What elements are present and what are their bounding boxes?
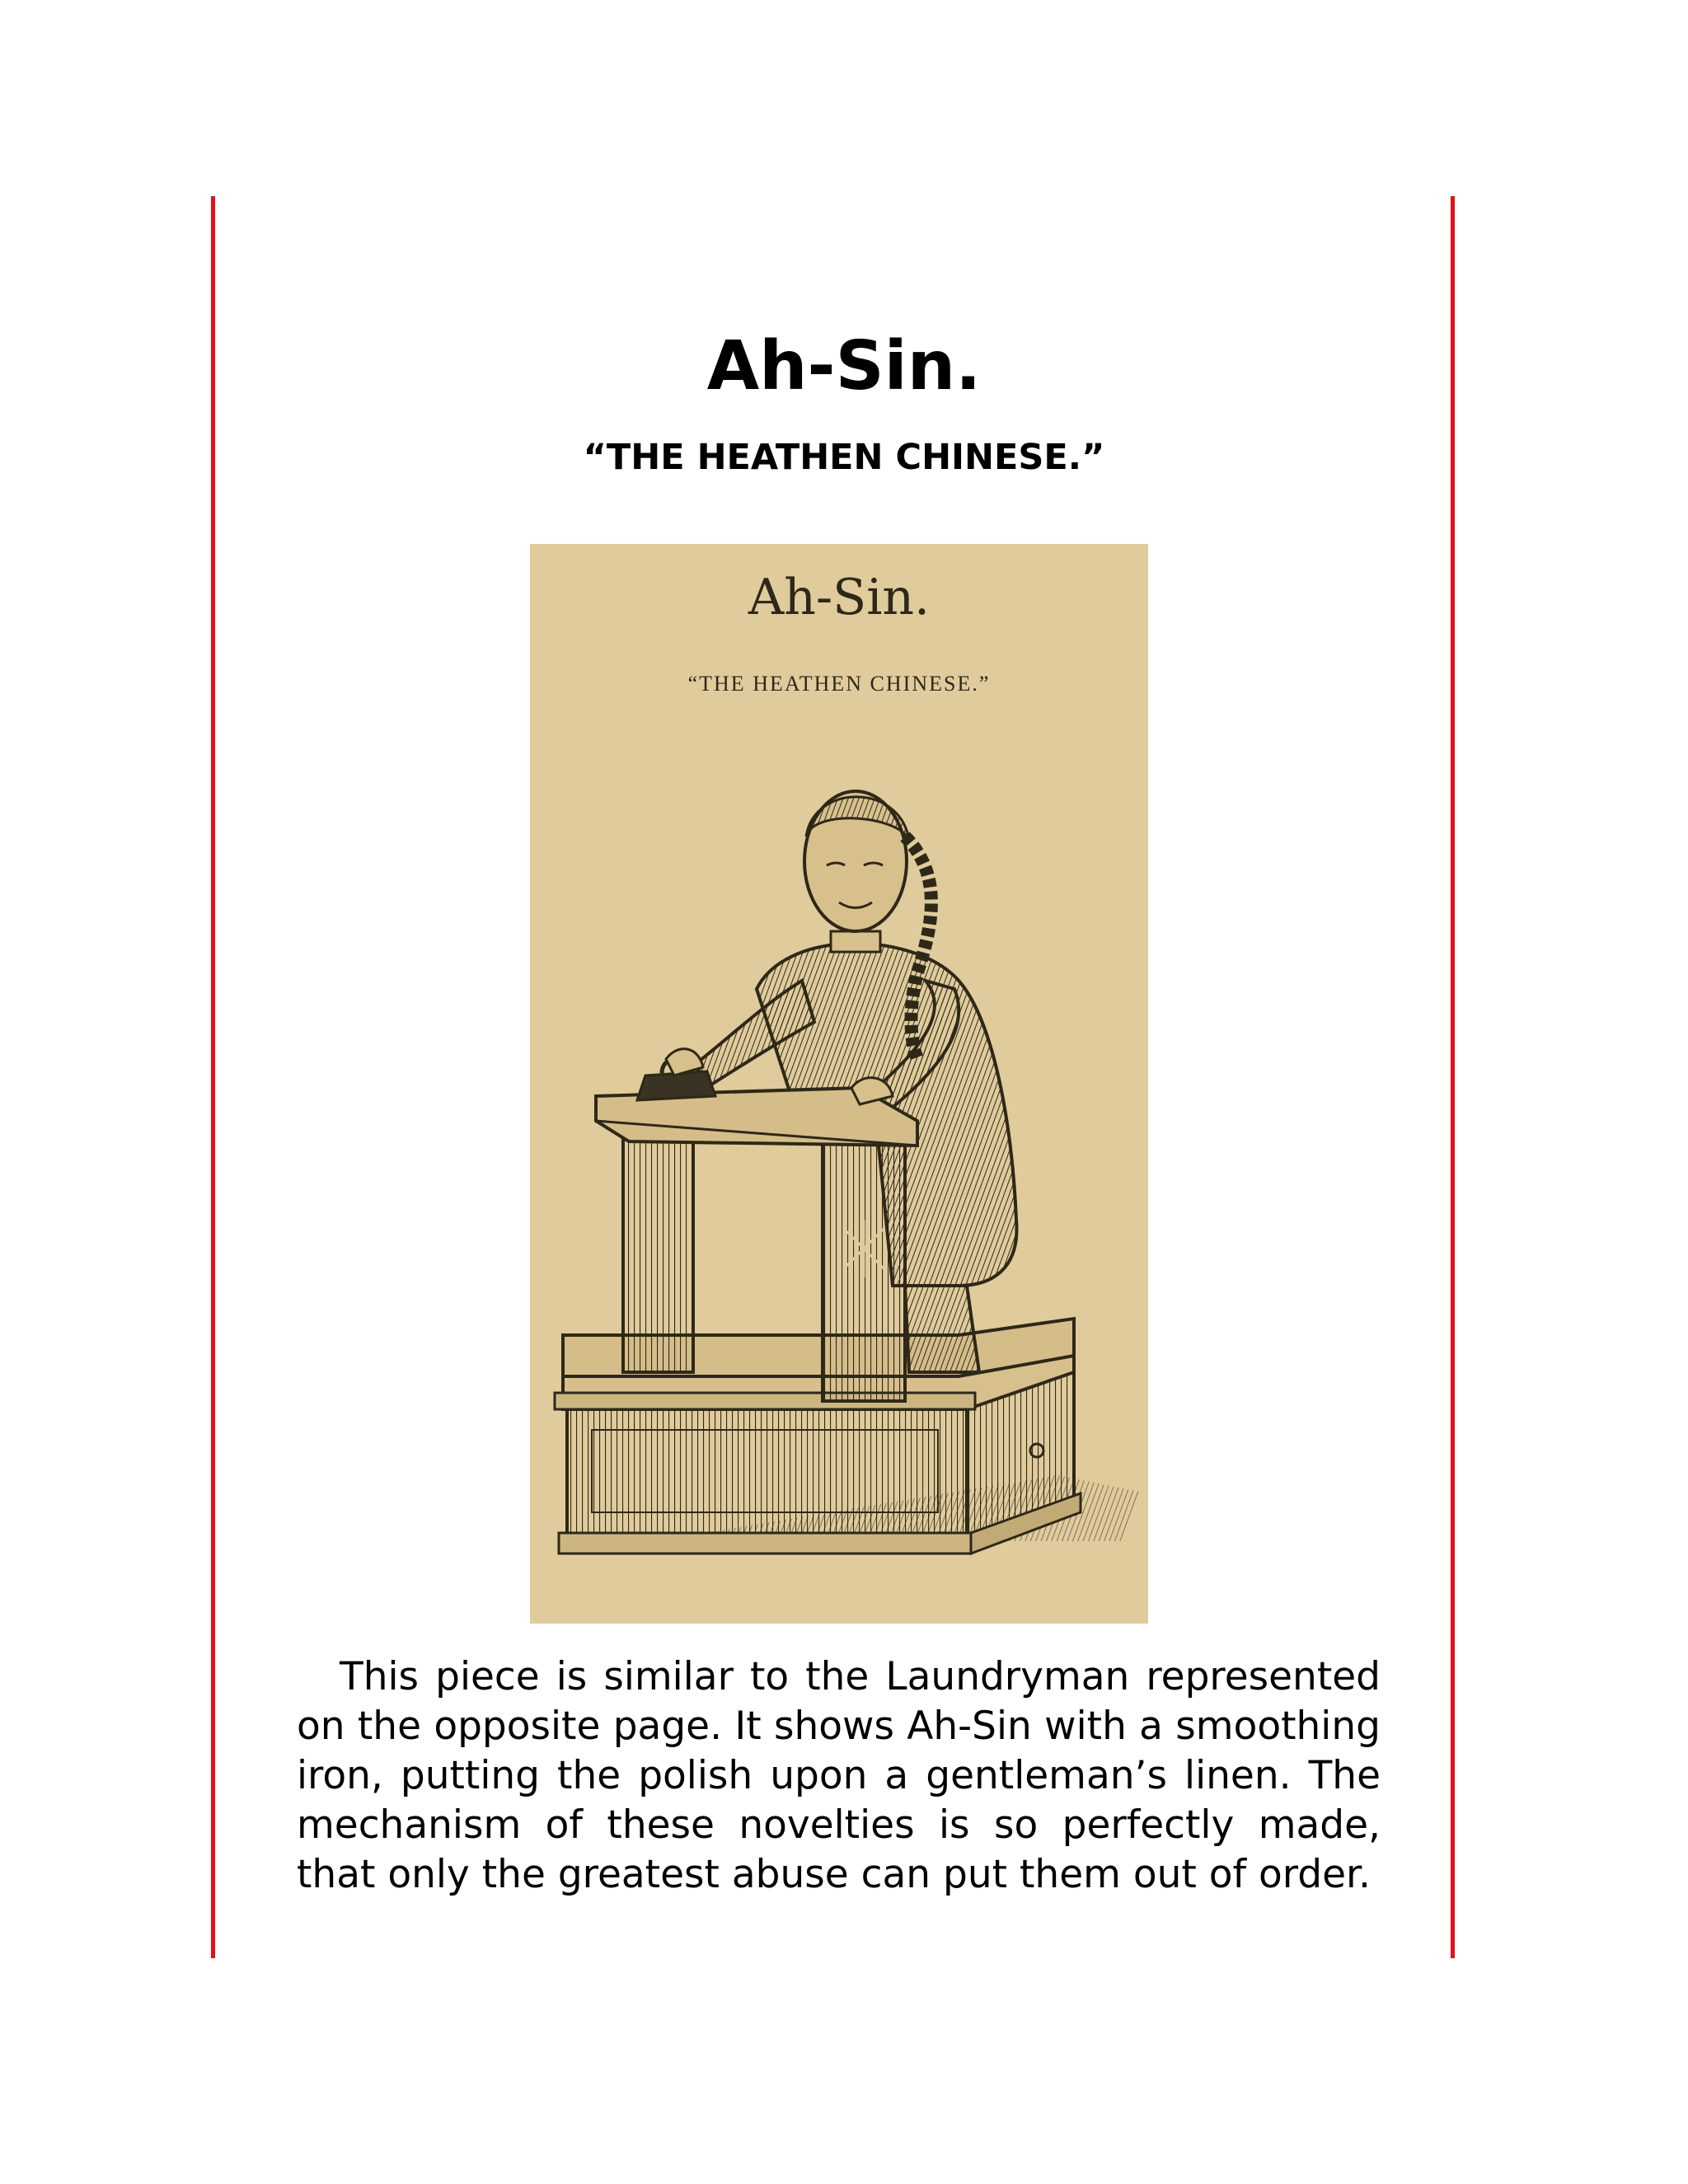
engraving-svg: [530, 544, 1148, 1624]
base-box: [555, 1356, 1081, 1554]
figure-collar: [831, 931, 880, 952]
table-left-panel: [623, 1108, 693, 1372]
page-subtitle: “THE HEATHEN CHINESE.”: [583, 437, 1105, 478]
figure-trousers: [905, 1286, 979, 1372]
plate-caption-title: Ah-Sin.: [748, 569, 931, 626]
description-paragraph: This piece is similar to the Laundryman represented on the opposite page. It shows Ah-Sin with a smoothing iron, putting the polish upon a gentleman’s linen. The mechanism of these novelties is so perfectly made, that only the greatest abuse can put them out of order.: [297, 1654, 1381, 1897]
page-title: Ah-Sin.: [706, 327, 982, 405]
plate-caption-subtitle: “THE HEATHEN CHINESE.”: [687, 672, 991, 696]
engraving-illustration: [530, 544, 1148, 1624]
